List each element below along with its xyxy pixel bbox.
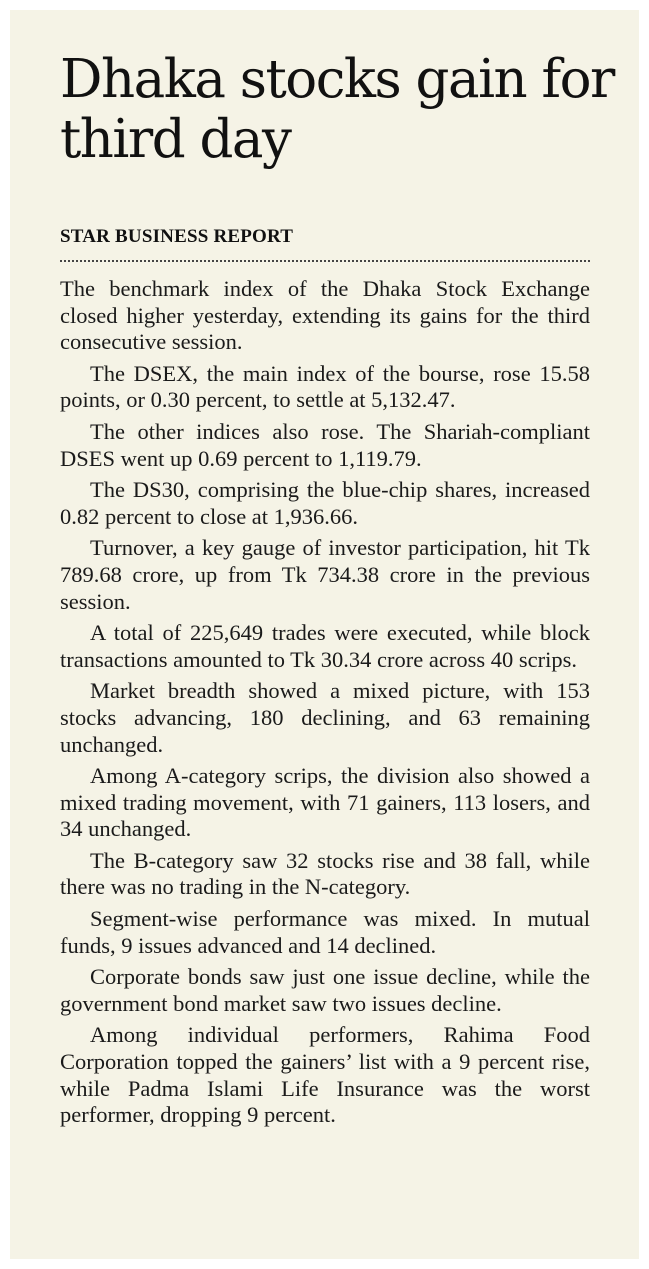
paragraph: Turnover, a key gauge of investor participation, hit Tk 789.68 crore, up from Tk 734.38 crore in the previous session. <box>60 535 590 614</box>
paragraph: The DS30, comprising the blue-chip shares, increased 0.82 percent to close at 1,936.66. <box>60 477 590 529</box>
paragraph: Corporate bonds saw just one issue decline, while the government bond market saw two issues decline. <box>60 964 590 1016</box>
paragraph: The other indices also rose. The Shariah-compliant DSES went up 0.69 percent to 1,119.79. <box>60 418 590 471</box>
paragraph: Segment-wise performance was mixed. In mutual funds, 9 issues advanced and 14 declined. <box>60 906 590 958</box>
paragraph: Among individual performers, Rahima Food Corporation topped the gainers’ list with a 9 percent rise, while Padma Islami Life Insurance was the worst performer, dropping 9 percent. <box>60 1022 590 1128</box>
paragraph: Among A-category scrips, the division also showed a mixed trading movement, with 71 gainers, 113 losers, and 34 unchanged. <box>60 763 590 842</box>
paragraph: The DSEX, the main index of the bourse, rose 15.58 points, or 0.30 percent, to settle at 5,132.47. <box>60 360 590 413</box>
headline: Dhaka stocks gain for third day <box>60 49 614 170</box>
byline: STAR BUSINESS REPORT <box>60 226 294 247</box>
news-clipping <box>10 10 639 1259</box>
article-body <box>60 276 590 1134</box>
paragraph: The B-category saw 32 stocks rise and 38 fall, while there was no trading in the N-category. <box>60 847 590 900</box>
dotted-divider <box>60 260 590 262</box>
paragraph: Market breadth showed a mixed picture, with 153 stocks advancing, 180 declining, and 63 remaining unchanged. <box>60 678 590 757</box>
paragraph: A total of 225,649 trades were executed, while block transactions amounted to Tk 30.34 crore across 40 scrips. <box>60 620 590 672</box>
paragraph: The benchmark index of the Dhaka Stock Exchange closed higher yesterday, extending its gains for the third consecutive session. <box>60 276 590 355</box>
